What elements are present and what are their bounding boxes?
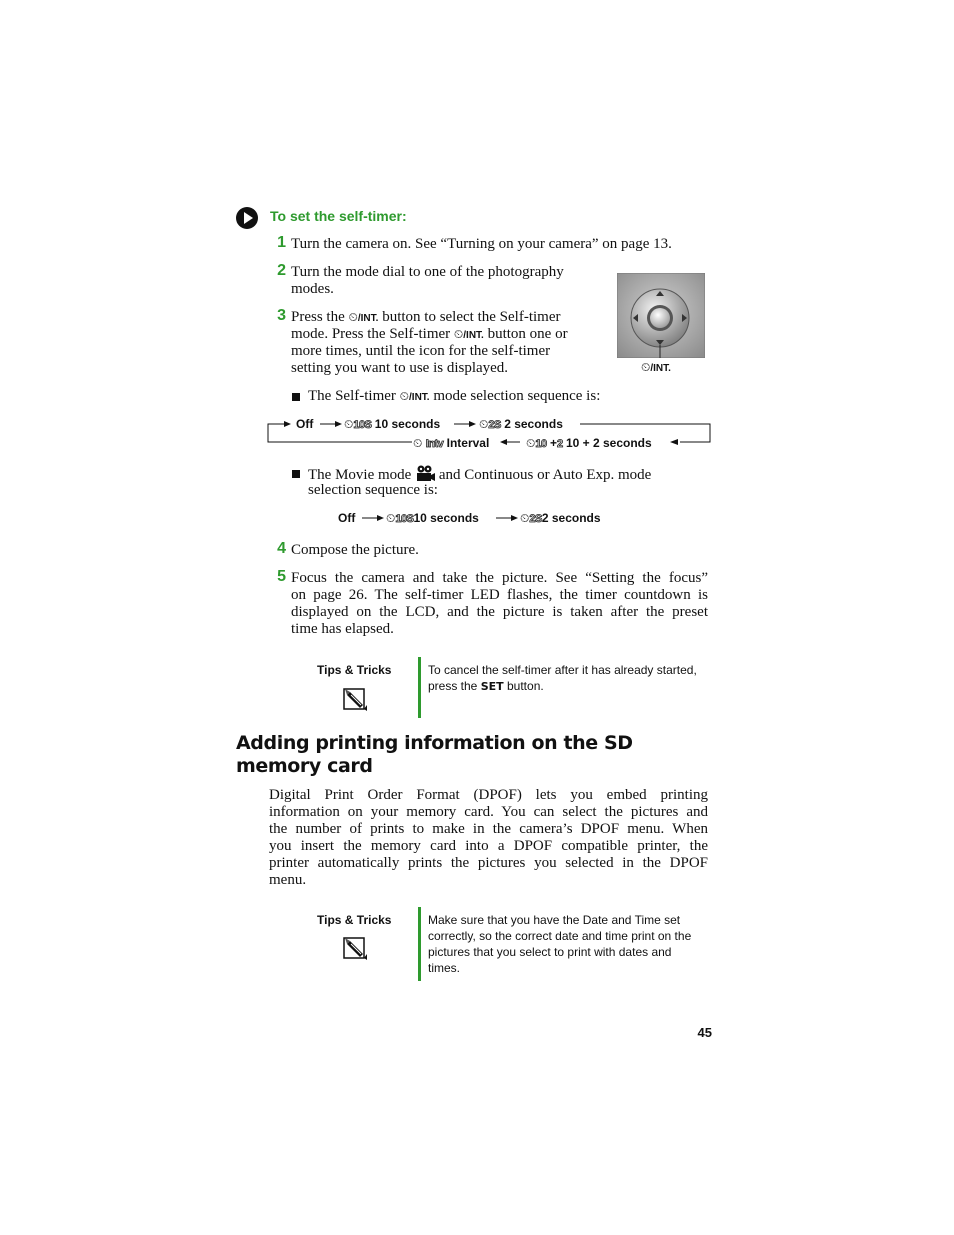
sequence-2-seconds: ⏲2S2 seconds	[520, 511, 601, 525]
step-number: 2	[277, 262, 286, 279]
movie-sequence-diagram	[338, 508, 638, 528]
step-text: button one or	[487, 326, 568, 342]
bullet-text: The Self-timer ⏲/INT. mode selection sequence is:	[308, 388, 601, 404]
section-heading: Adding printing information on the SD memory card	[236, 732, 633, 777]
tips-text-line: Make sure that you have the Date and Time set	[428, 913, 681, 927]
self-timer-icon: ⏲	[348, 310, 358, 324]
bullet-marker	[292, 393, 300, 401]
step-text: mode. Press the Self-timer	[291, 326, 451, 342]
sequence-10-seconds: ⏲10S 10 seconds	[344, 417, 441, 431]
tips-divider	[418, 907, 421, 981]
sequence-interval: ⏲ Intv Interval	[413, 436, 490, 450]
bullet-text: The Movie mode and Continuous or Auto Exp. mode	[308, 465, 708, 487]
step-number: 4	[277, 540, 286, 557]
tips-text-line: correctly, so the correct date and time print on the	[428, 929, 692, 943]
tips-text-line: press the SET button.	[428, 679, 544, 693]
step-number: 3	[277, 307, 286, 324]
self-timer-icon: ⏲	[520, 511, 530, 525]
paragraph-line: printer automatically prints the pictures you selected in the DPOF	[269, 855, 708, 871]
step-text: Turn the camera on. See “Turning on your camera” on page 13.	[291, 236, 672, 252]
tips-pencil-icon	[342, 686, 368, 717]
self-timer-icon: ⏲	[526, 436, 536, 450]
tips-divider	[418, 657, 421, 718]
tips-label: Tips & Tricks	[317, 913, 392, 927]
tips-pencil-icon	[342, 935, 368, 966]
paragraph-line: Digital Print Order Format (DPOF) lets you embed printing	[269, 787, 708, 803]
self-timer-icon: ⏲	[344, 417, 354, 431]
step-text: Press the	[291, 309, 345, 325]
page-number: 45	[697, 1025, 712, 1040]
camera-button-label: ⏲/INT.	[641, 360, 671, 374]
tips-text-line: times.	[428, 961, 461, 975]
tips-text-line: pictures that you select to print with dates and	[428, 945, 672, 959]
paragraph-line: information on your memory card. You can select the pictures and	[269, 804, 708, 820]
camera-dpad-photo	[617, 273, 705, 358]
tips-text-line: To cancel the self-timer after it has already started,	[428, 663, 697, 677]
self-timer-icon: ⏲	[479, 417, 489, 431]
self-timer-icon: ⏲	[453, 327, 464, 341]
self-timer-icon: ⏲	[641, 360, 651, 374]
step-text-line: setting you want to use is displayed.	[291, 360, 509, 376]
procedure-arrow-icon	[235, 206, 259, 230]
sequence-off: Off	[296, 417, 314, 431]
paragraph-line: the number of prints to make in the camera’s DPOF menu. When	[269, 821, 708, 837]
self-timer-sequence-diagram	[262, 413, 717, 453]
step-text-line: displayed on the LCD, and the picture is taken after the preset	[291, 604, 708, 620]
step-text-line: Focus the camera and take the picture. See “Setting the focus”	[291, 570, 708, 586]
self-timer-icon: ⏲	[399, 389, 410, 403]
step-number: 5	[277, 568, 286, 585]
step-number: 1	[277, 234, 286, 251]
tips-label: Tips & Tricks	[317, 663, 392, 677]
sequence-10-plus-2-seconds: ⏲10 +2 10 + 2 seconds	[526, 436, 652, 450]
step-text-line: more times, until the icon for the self-timer	[291, 343, 551, 359]
bullet-marker	[292, 470, 300, 478]
self-timer-icon: ⏲	[386, 511, 396, 525]
bullet-text-line: selection sequence is:	[308, 482, 438, 498]
self-timer-icon: ⏲	[413, 436, 423, 450]
step-text: Compose the picture.	[291, 542, 419, 558]
sequence-10-seconds: ⏲10S10 seconds	[386, 511, 479, 525]
sequence-2-seconds: ⏲2S 2 seconds	[479, 417, 563, 431]
paragraph-line: menu.	[269, 872, 307, 888]
step-text: button to select the Self-timer	[382, 309, 561, 325]
step-text-line: Turn the mode dial to one of the photography	[291, 264, 564, 280]
step-text-line: modes.	[291, 281, 334, 297]
set-button-label: SET	[480, 680, 504, 693]
paragraph-line: you insert the memory card into a DPOF compatible printer, the	[269, 838, 708, 854]
step-text-line: on page 26. The self-timer LED flashes, the timer countdown is	[291, 587, 708, 603]
procedure-title: To set the self-timer:	[270, 208, 407, 224]
sequence-off: Off	[338, 511, 356, 525]
step-text-line: time has elapsed.	[291, 621, 394, 637]
